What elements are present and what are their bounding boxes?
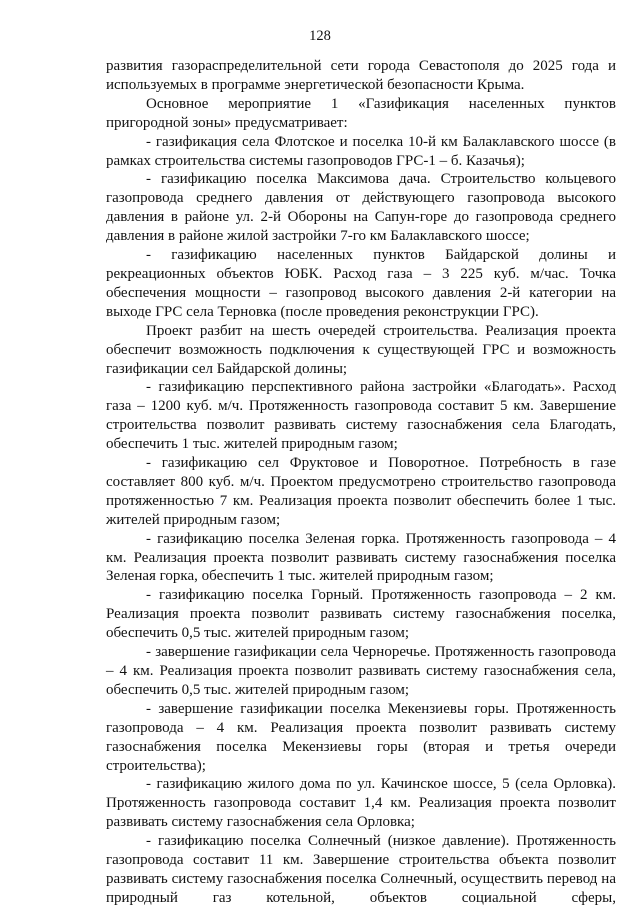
document-body <box>106 57 616 908</box>
page-number: 128 <box>309 28 331 44</box>
list-item-gorny: - газификацию поселка Горный. Протяженность газопровода – 2 км. Реализация проекта позволит развивать систему газоснабжения поселка, обеспечить 0,5 тыс. жителей природным газом; <box>106 587 616 642</box>
paragraph-main-activity-1: Основное мероприятие 1 «Газификация населенных пунктов пригородной зоны» предусматривает: <box>106 95 616 131</box>
list-item-flotskoe: - газификация села Флотское и поселка 10-й км Балаклавского шоссе (в рамках строительства системы газопроводов ГРС-1 – б. Казачья); <box>106 133 616 169</box>
paragraph-continuation: развития газораспределительной сети города Севастополя до 2025 года и используемых в программе энергетической безопасности Крыма. <box>106 58 616 93</box>
list-item-chernorechye: - завершение газификации села Черноречье. Протяженность газопровода – 4 км. Реализация проекта позволит развивать систему газоснабжения села, обеспечить 0,5 тыс. жителей природным газом; <box>106 644 616 698</box>
paragraph-project-phases: Проект разбит на шесть очередей строительства. Реализация проекта обеспечит возможность подключения к существующей ГРС и возможность газификации сел Байдарской долины; <box>106 322 616 377</box>
list-item-zelenaya-gorka: - газификацию поселка Зеленая горка. Протяженность газопровода – 4 км. Реализация проекта позволит развивать систему газоснабжения поселка Зеленая горка, обеспечить 1 тыс. жителей природным газом; <box>106 530 616 585</box>
list-item-orlovka: - газификацию жилого дома по ул. Качинское шоссе, 5 (села Орловка). Протяженность газопровода составит 1,4 км. Реализация проекта позволит развивать систему газоснабжения села Орловка; <box>106 776 616 831</box>
list-item-blagodat: - газификацию перспективного района застройки «Благодать». Расход газа – 1200 куб. м/ч. Протяженность газопровода составит 5 км. Завершение строительства позволит развивать систему газоснабжения села Благодать, обеспечить 1 тыс. жителей природным газом; <box>106 379 616 453</box>
list-item-maksimova-dacha: - газификацию поселка Максимова дача. Строительство кольцевого газопровода среднего давления от действующего газопровода высокого давления в районе ул. 2-й Обороны на Сапун-горе до газопровода среднего давления в районе жилой застройки 7-го км Балаклавского шоссе; <box>106 171 616 245</box>
list-item-solnechny: - газификацию поселка Солнечный (низкое давление). Протяженность газопровода составит 11 км. Завершение строительства объекта позволит развивать систему газоснабжения поселка Солнечный, осуществить перевод на природный газ котельной, объектов социальной сферы, <box>106 833 616 906</box>
list-item-fruktovoe-povorotnoe: - газификацию сел Фруктовое и Поворотное. Потребность в газе составляет 800 куб. м/ч. Проектом предусмотрено строительство газопровода протяженностью 7 км. Реализация проекта позволит обеспечить более 1 тыс. жителей природным газом; <box>106 455 616 528</box>
list-item-mekenzievy-gory: - завершение газификации поселка Мекензиевы горы. Протяженность газопровода – 4 км. Реализация проекта позволит развивать систему газоснабжения поселка Мекензиевы горы (вторая и третья очереди строительства); <box>106 700 616 774</box>
list-item-baidar-valley: - газификацию населенных пунктов Байдарской долины и рекреационных объектов ЮБК. Расход газа – 3 225 куб. м/час. Точка обеспечения мощности – газопровод высокого давления 2-й категории на выходе ГРС села Терновка (после проведения реконструкции ГРС). <box>106 247 616 320</box>
